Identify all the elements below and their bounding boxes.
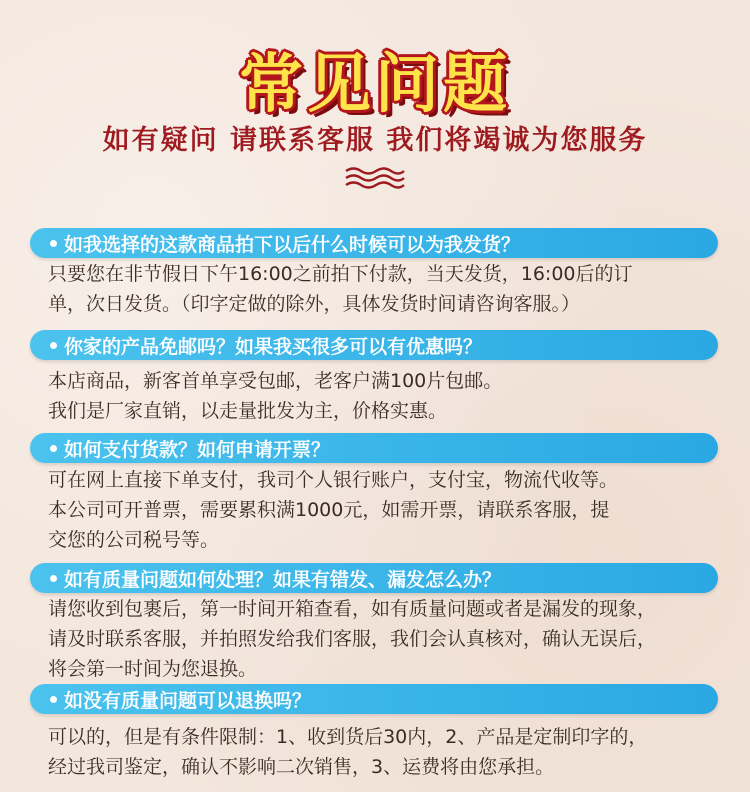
bullet-icon: [50, 445, 57, 452]
bullet-icon: [50, 575, 57, 582]
faq-answer: [48, 722, 738, 782]
faq-question: 你家的产品免邮吗？如果我买很多可以有优惠吗？: [64, 335, 483, 358]
faq-answer: [48, 259, 738, 319]
faq-answer-line: 请及时联系客服，并拍照发给我们客服，我们会认真核对，确认无误后，: [48, 628, 657, 650]
bullet-icon: [50, 240, 57, 247]
faq-answer-line: 请您收到包裹后，第一时间开箱查看，如有质量问题或者是漏发的现象，: [48, 598, 657, 620]
faq-answer: [48, 594, 738, 684]
faq-question-bar: [30, 684, 718, 714]
faq-question-bar: [30, 563, 718, 593]
page-subtitle: 如有疑问 请联系客服 我们将竭诚为您服务: [102, 125, 648, 156]
faq-answer-line: 可在网上直接下单支付，我司个人银行账户，支付宝，物流代收等。: [48, 469, 619, 491]
bullet-icon: [50, 696, 57, 703]
faq-answer-line: 我们是厂家直销，以走量批发为主，价格实惠。: [48, 400, 448, 422]
faq-question-bar: [30, 330, 718, 360]
faq-question: 如我选择的这款商品拍下以后什么时候可以为我发货？: [64, 233, 521, 256]
faq-question: 如何支付货款？如何申请开票？: [64, 438, 331, 461]
faq-answer-line: 本公司可开普票，需要累积满1000元，如需开票，请联系客服，提: [48, 499, 610, 521]
faq-answer-line: 将会第一时间为您退换。: [48, 658, 258, 680]
page-title: 常见问题: [239, 48, 511, 122]
faq-question-bar: [30, 433, 718, 463]
faq-question: 如没有质量问题可以退换吗？: [64, 689, 312, 712]
faq-answer: [48, 465, 738, 555]
faq-question-bar: [30, 228, 718, 258]
faq-answer-line: 只要您在非节假日下午16:00之前拍下付款，当天发货，16:00后的订: [48, 263, 633, 285]
faq-answer-line: 单，次日发货。（印字定做的除外，具体发货时间请咨询客服。）: [48, 293, 581, 315]
bullet-icon: [50, 342, 57, 349]
faq-answer-line: 本店商品，新客首单享受包邮，老客户满100片包邮。: [48, 370, 503, 392]
wave-lines-icon: [344, 166, 406, 190]
faq-question: 如有质量问题如何处理？如果有错发、漏发怎么办？: [64, 568, 502, 591]
faq-answer: [48, 366, 738, 426]
faq-answer-line: 交您的公司税号等。: [48, 529, 220, 551]
faq-answer-line: 经过我司鉴定，确认不影响二次销售，3、运费将由您承担。: [48, 756, 555, 778]
faq-answer-line: 可以的，但是有条件限制：1、收到货后30内，2、产品是定制印字的，: [48, 726, 648, 748]
